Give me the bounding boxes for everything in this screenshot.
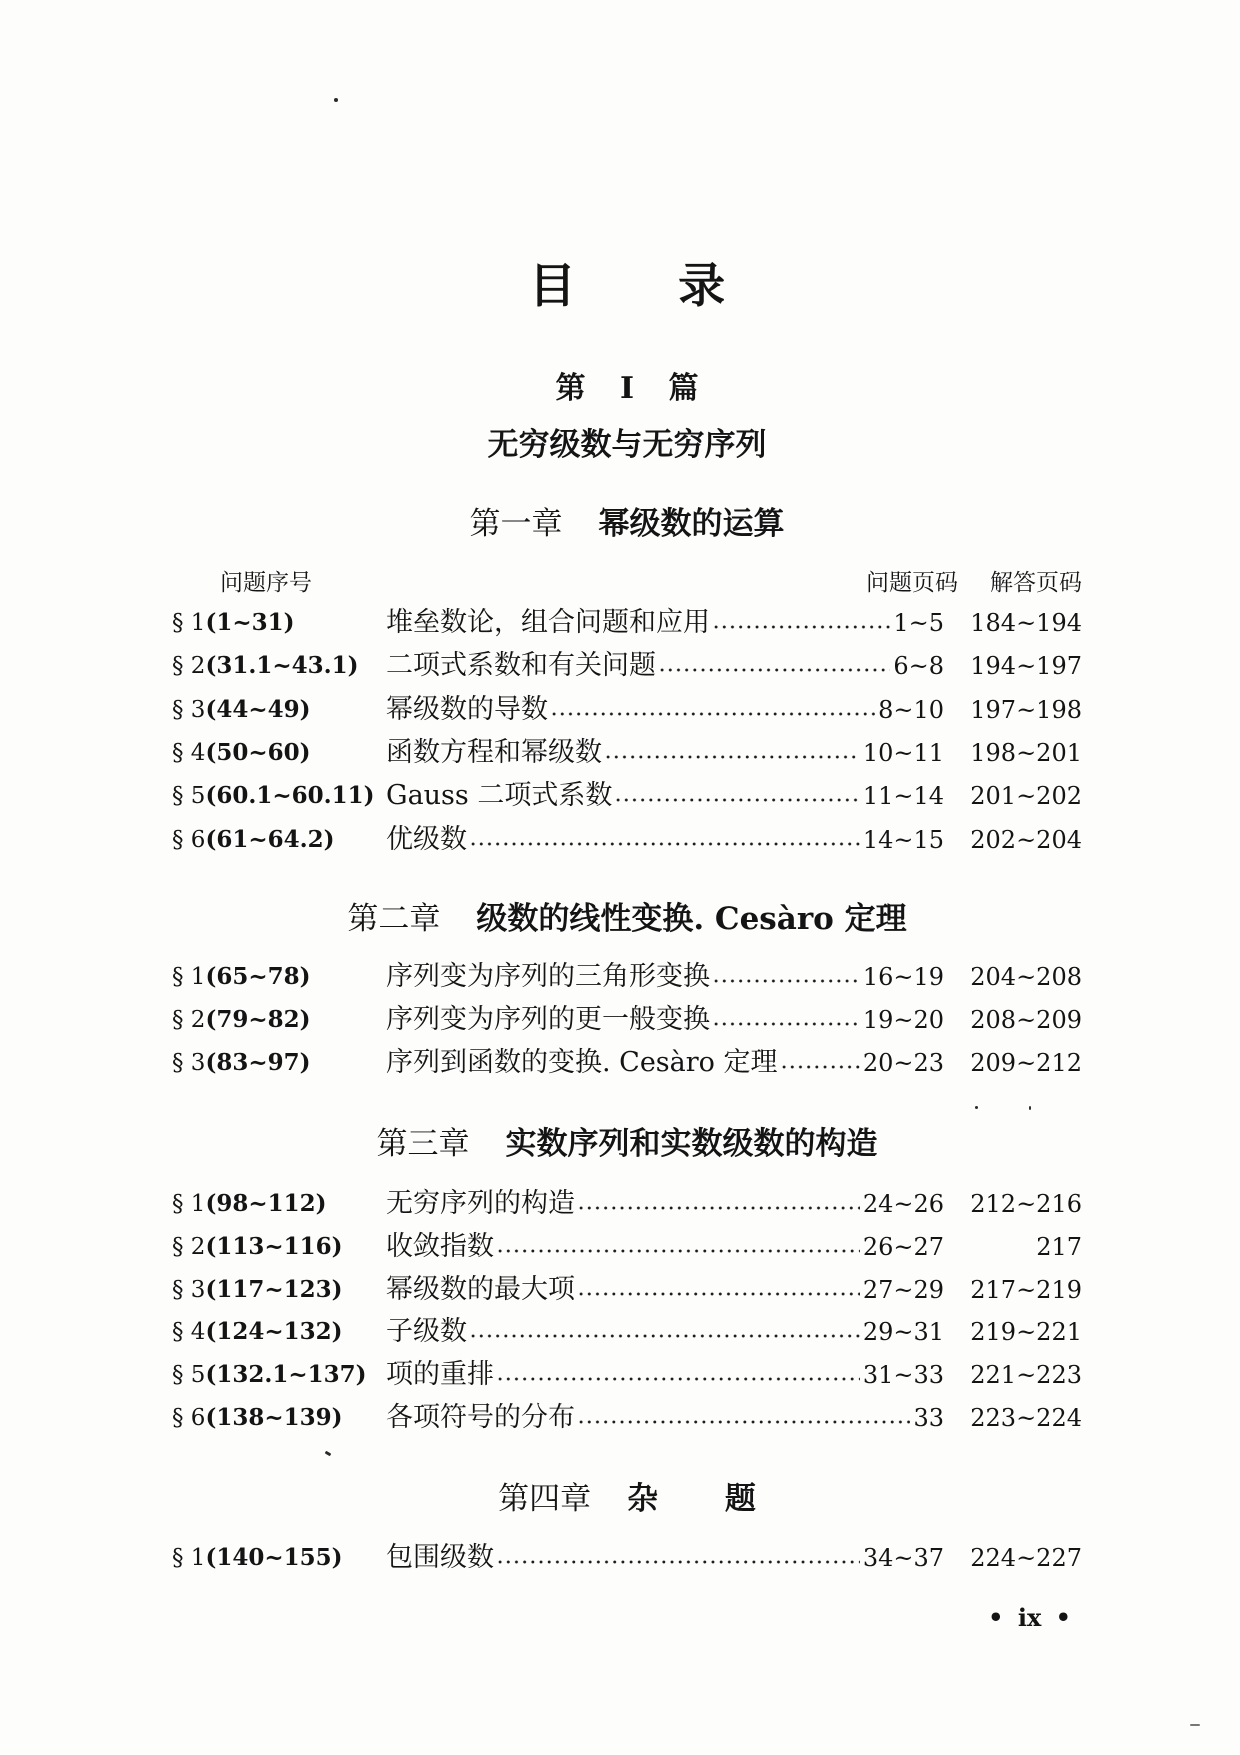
answer-pages: 221~223 (970, 1361, 1082, 1389)
toc-row (172, 606, 1082, 640)
dot-leader (712, 960, 860, 994)
toc-row (172, 1541, 1082, 1575)
toc-entry (386, 1358, 944, 1392)
toc-entry (386, 606, 944, 640)
problem-range: (50~60) (205, 739, 311, 766)
scan-speck (334, 98, 338, 102)
problem-pages: 6~8 (893, 652, 944, 680)
toc-entry (386, 823, 944, 857)
section-number: § 3 (172, 1277, 206, 1303)
entry-title: 堆垒数论，组合问题和应用 (386, 607, 710, 638)
entry-title: 无穷序列的构造 (386, 1188, 575, 1219)
entry-title: 序列到函数的变换. Cesàro 定理 (386, 1047, 778, 1078)
entry-title: 子级数 (386, 1316, 467, 1347)
toc-row (172, 1046, 1082, 1080)
entry-title: 序列变为序列的三角形变换 (386, 961, 710, 992)
dot-leader (469, 823, 860, 857)
entry-title: 序列变为序列的更一般变换 (386, 1004, 710, 1035)
chapter-label: 第二章 (347, 901, 441, 937)
toc-row (172, 1230, 1082, 1264)
chapter-heading (172, 1479, 1082, 1519)
dot-leader (780, 1046, 860, 1080)
entry-title: 包围级数 (386, 1542, 494, 1573)
section-label (172, 1358, 386, 1392)
toc-entry (386, 693, 944, 727)
toc-row (172, 960, 1082, 994)
chapter-title: 级数的线性变换. Cesàro 定理 (476, 901, 907, 937)
toc-row (172, 779, 1082, 813)
answer-pages: 212~216 (970, 1190, 1082, 1218)
chapter-label: 第三章 (376, 1126, 470, 1162)
problem-pages: 31~33 (862, 1361, 944, 1389)
entry-title: 二项式系数和有关问题 (386, 650, 656, 681)
section-number: § 6 (172, 1405, 206, 1431)
answer-pages: 209~212 (970, 1049, 1082, 1077)
entry-title: 项的重排 (386, 1359, 494, 1390)
problem-pages: 16~19 (862, 963, 944, 991)
section-label (172, 1273, 386, 1307)
answer-pages: 198~201 (970, 739, 1082, 767)
section-number: § 2 (172, 1007, 206, 1033)
part-title: 无穷级数与无穷序列 (487, 427, 767, 463)
toc-row (172, 1315, 1082, 1349)
toc-entry (386, 1401, 944, 1435)
section-label (172, 1541, 386, 1575)
problem-range: (98~112) (205, 1190, 327, 1217)
section-number: § 5 (172, 783, 206, 809)
section-number: § 1 (172, 1545, 206, 1571)
dot-leader (469, 1315, 860, 1349)
section-number: § 1 (172, 964, 206, 990)
scan-speck (1190, 1724, 1200, 1726)
answer-pages: 197~198 (970, 696, 1082, 724)
dot-leader (496, 1230, 860, 1264)
toc-entry (386, 1003, 944, 1037)
toc-row (172, 1273, 1082, 1307)
answer-pages: 201~202 (970, 782, 1082, 810)
entry-title: 各项符号的分布 (386, 1402, 575, 1433)
problem-range: (117~123) (205, 1276, 343, 1303)
toc-row (172, 1187, 1082, 1221)
problem-pages: 27~29 (862, 1276, 944, 1304)
problem-pages: 34~37 (862, 1544, 944, 1572)
toc-row (172, 1003, 1082, 1037)
section-label (172, 960, 386, 994)
chapter-title: 杂 题 (627, 1481, 756, 1517)
problem-pages: 14~15 (862, 826, 944, 854)
section-label (172, 649, 386, 683)
section-number: § 1 (172, 610, 206, 636)
scan-speck (325, 1451, 332, 1457)
column-answer-page: 解答页码 (990, 570, 1082, 596)
problem-range: (113~116) (205, 1233, 343, 1260)
toc-row (172, 1401, 1082, 1435)
section-number: § 3 (172, 1050, 206, 1076)
dot-leader (550, 693, 875, 727)
toc-entry (386, 736, 944, 770)
answer-pages: 217 (1036, 1233, 1082, 1261)
problem-pages: 26~27 (862, 1233, 944, 1261)
entry-title: Gauss 二项式系数 (386, 780, 613, 811)
problem-range: (44~49) (205, 696, 311, 723)
section-label (172, 736, 386, 770)
page-number: • ix • (988, 1603, 1071, 1632)
answer-pages: 204~208 (970, 963, 1082, 991)
problem-range: (138~139) (205, 1404, 343, 1431)
page-title: 目 录 (528, 259, 726, 314)
problem-range: (31.1~43.1) (205, 652, 359, 679)
entry-title: 函数方程和幂级数 (386, 737, 602, 768)
problem-pages: 19~20 (862, 1006, 944, 1034)
dot-leader (604, 736, 860, 770)
dot-leader (712, 606, 890, 640)
answer-pages: 219~221 (970, 1318, 1082, 1346)
section-label (172, 1401, 386, 1435)
section-label (172, 779, 386, 813)
entry-title: 优级数 (386, 824, 467, 855)
section-number: § 1 (172, 1191, 206, 1217)
toc-entry (386, 1230, 944, 1264)
problem-range: (60.1~60.11) (205, 782, 375, 809)
toc-entry (386, 649, 944, 683)
chapter-title: 实数序列和实数级数的构造 (505, 1126, 878, 1162)
problem-range: (1~31) (205, 609, 295, 636)
problem-range: (83~97) (205, 1049, 311, 1076)
answer-pages: 184~194 (970, 609, 1082, 637)
toc-row (172, 823, 1082, 857)
toc-entry (386, 779, 944, 813)
column-problem-number: 问题序号 (220, 570, 312, 596)
dot-leader (712, 1003, 860, 1037)
toc-row (172, 736, 1082, 770)
section-label (172, 823, 386, 857)
problem-pages: 33 (913, 1404, 944, 1432)
toc-row (172, 649, 1082, 683)
answer-pages: 217~219 (970, 1276, 1082, 1304)
section-label (172, 1315, 386, 1349)
section-number: § 4 (172, 1319, 206, 1345)
problem-pages: 1~5 (893, 609, 944, 637)
toc-entry (386, 1273, 944, 1307)
chapter-heading (172, 1124, 1082, 1164)
section-label (172, 606, 386, 640)
scan-speck (975, 1106, 978, 1109)
section-label (172, 1187, 386, 1221)
column-problem-page: 问题页码 (866, 570, 958, 596)
part-label: 第 I 篇 (555, 371, 699, 406)
dot-leader (496, 1358, 860, 1392)
entry-title: 幂级数的最大项 (386, 1274, 575, 1305)
entry-title: 幂级数的导数 (386, 694, 548, 725)
section-number: § 3 (172, 697, 206, 723)
section-number: § 2 (172, 1234, 206, 1260)
problem-range: (140~155) (205, 1544, 343, 1571)
problem-range: (79~82) (205, 1006, 311, 1033)
problem-pages: 24~26 (862, 1190, 944, 1218)
toc-entry (386, 1187, 944, 1221)
dot-leader (577, 1273, 860, 1307)
toc-entry (386, 1315, 944, 1349)
chapter-heading (172, 899, 1082, 939)
entry-title: 收敛指数 (386, 1231, 494, 1262)
section-number: § 6 (172, 827, 206, 853)
problem-pages: 20~23 (862, 1049, 944, 1077)
answer-pages: 202~204 (970, 826, 1082, 854)
chapter-title: 幂级数的运算 (598, 506, 785, 542)
answer-pages: 224~227 (970, 1544, 1082, 1572)
toc-row (172, 1358, 1082, 1392)
problem-pages: 29~31 (862, 1318, 944, 1346)
chapter-heading (172, 504, 1082, 544)
dot-leader (658, 649, 890, 683)
section-label (172, 693, 386, 727)
dot-leader (496, 1541, 860, 1575)
problem-pages: 11~14 (862, 782, 944, 810)
answer-pages: 194~197 (970, 652, 1082, 680)
problem-range: (65~78) (205, 963, 311, 990)
chapter-label: 第一章 (469, 506, 563, 542)
scan-speck (1029, 1106, 1031, 1110)
problem-pages: 10~11 (862, 739, 944, 767)
section-number: § 2 (172, 653, 206, 679)
section-label (172, 1003, 386, 1037)
dot-leader (614, 779, 859, 813)
section-label (172, 1230, 386, 1264)
toc-row (172, 693, 1082, 727)
problem-range: (132.1~137) (205, 1361, 367, 1388)
section-number: § 4 (172, 740, 206, 766)
toc-entry (386, 1046, 944, 1080)
problem-range: (61~64.2) (205, 826, 335, 853)
problem-range: (124~132) (205, 1318, 343, 1345)
problem-pages: 8~10 (878, 696, 944, 724)
toc-entry (386, 1541, 944, 1575)
section-number: § 5 (172, 1362, 206, 1388)
dot-leader (577, 1187, 860, 1221)
toc-entry (386, 960, 944, 994)
section-label (172, 1046, 386, 1080)
answer-pages: 208~209 (970, 1006, 1082, 1034)
dot-leader (577, 1401, 910, 1435)
chapter-label: 第四章 (498, 1481, 592, 1517)
answer-pages: 223~224 (970, 1404, 1082, 1432)
column-header (172, 568, 1082, 598)
